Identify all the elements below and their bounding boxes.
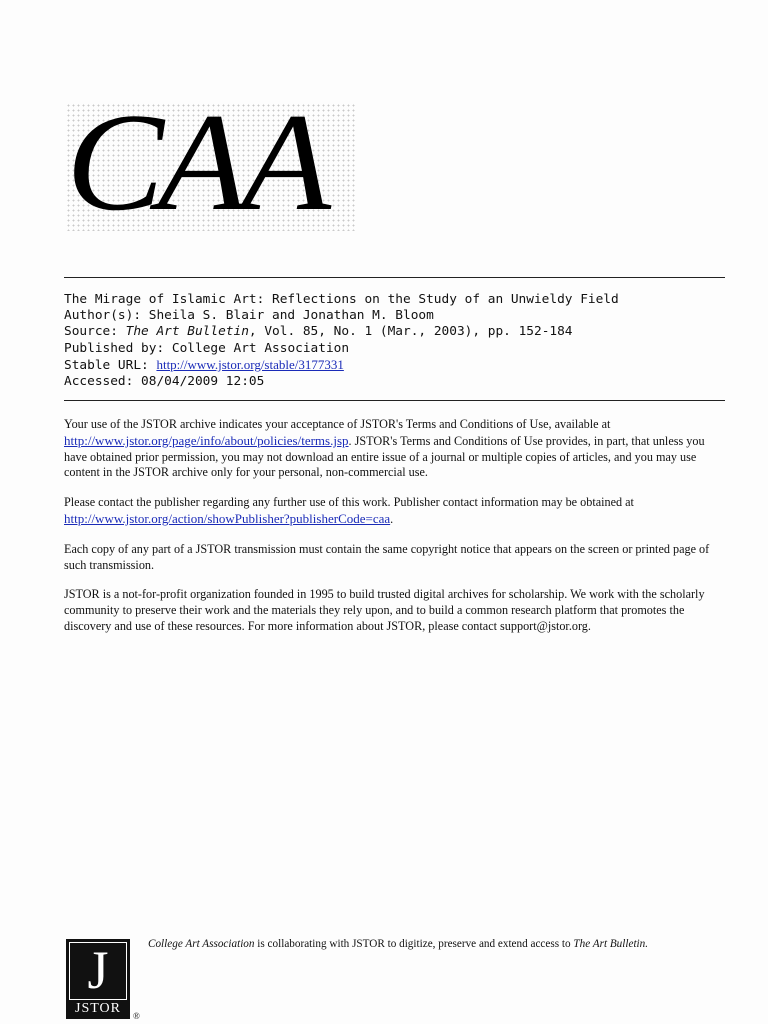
accessed-label: Accessed: xyxy=(64,374,142,390)
jstor-logo-word: JSTOR xyxy=(75,1001,121,1016)
source-details: , Vol. 85, No. 1 (Mar., 2003), pp. 152-184 xyxy=(248,324,573,340)
terms-text-cont: . JSTOR's Terms and Conditions of Use provides, in part, that unless you have obtained prior permission, you may not download an entire issue of a journal or multiple copies of articles, and you may use content in the JSTOR archive only for your personal, non-commercial use. xyxy=(64,433,705,480)
publisher: College Art Association xyxy=(171,340,350,356)
accessed-date: 08/04/2009 12:05 xyxy=(141,374,265,390)
authors-label: Author(s): xyxy=(64,308,149,324)
stable-url-link[interactable]: http://www.jstor.org/stable/3177331 xyxy=(156,356,344,372)
registered-mark: ® xyxy=(133,1011,140,1021)
stable-url-label: Stable URL: xyxy=(64,357,157,373)
authors-line xyxy=(64,308,724,324)
publisher-contact-end: . xyxy=(390,511,394,526)
footer-journal: The Art Bulletin. xyxy=(573,938,649,950)
article-title: The Mirage of Islamic Art: Reflections on the Study of an Unwieldy Field xyxy=(64,292,619,307)
authors: Sheila S. Blair and Jonathan M. Bloom xyxy=(148,308,434,324)
publisher-line xyxy=(64,341,724,357)
caa-logo-text: CAA xyxy=(66,85,325,240)
terms-text: Your use of the JSTOR archive indicates your acceptance of JSTOR's Terms and Conditions of Use, available at xyxy=(64,417,611,431)
terms-body xyxy=(64,417,724,649)
accessed-line xyxy=(64,374,724,390)
footer-mid: is collaborating with JSTOR to digitize, preserve and extend access to xyxy=(254,938,574,950)
terms-link[interactable]: http://www.jstor.org/page/info/about/policies/terms.jsp xyxy=(64,432,349,448)
top-divider xyxy=(64,277,725,278)
stable-url-line xyxy=(64,357,724,374)
jstor-logo-letter: J xyxy=(69,942,127,1000)
citation-block xyxy=(64,292,724,390)
source-label: Source: xyxy=(64,324,126,340)
source-journal: The Art Bulletin xyxy=(125,324,249,340)
terms-paragraph-1 xyxy=(64,417,724,481)
footer-text xyxy=(148,939,728,950)
terms-paragraph-3: Each copy of any part of a JSTOR transmission must contain the same copyright notice that appears on the screen or printed page of such transmission. xyxy=(64,541,710,572)
footer-org: College Art Association xyxy=(148,938,255,950)
publisher-contact-text: Please contact the publisher regarding any further use of this work. Publisher contact information may be obtained at xyxy=(64,495,634,510)
caa-logo xyxy=(66,85,356,240)
terms-paragraph-4: JSTOR is a not-for-profit organization founded in 1995 to build trusted digital archives for scholarship. We work with the scholarly community to preserve their work and the materials they rely upon, and to build a common research platform that promotes the discovery and use of these resources. For more information about JSTOR, please contact support@jstor.org. xyxy=(64,587,705,633)
terms-paragraph-2 xyxy=(64,495,724,528)
publisher-contact-link[interactable]: http://www.jstor.org/action/showPublisher?publisherCode=caa xyxy=(64,510,391,526)
source-line xyxy=(64,324,724,340)
jstor-logo xyxy=(66,939,130,1019)
footer xyxy=(66,939,726,1024)
middle-divider xyxy=(64,400,725,401)
publisher-label: Published by: xyxy=(64,340,172,356)
